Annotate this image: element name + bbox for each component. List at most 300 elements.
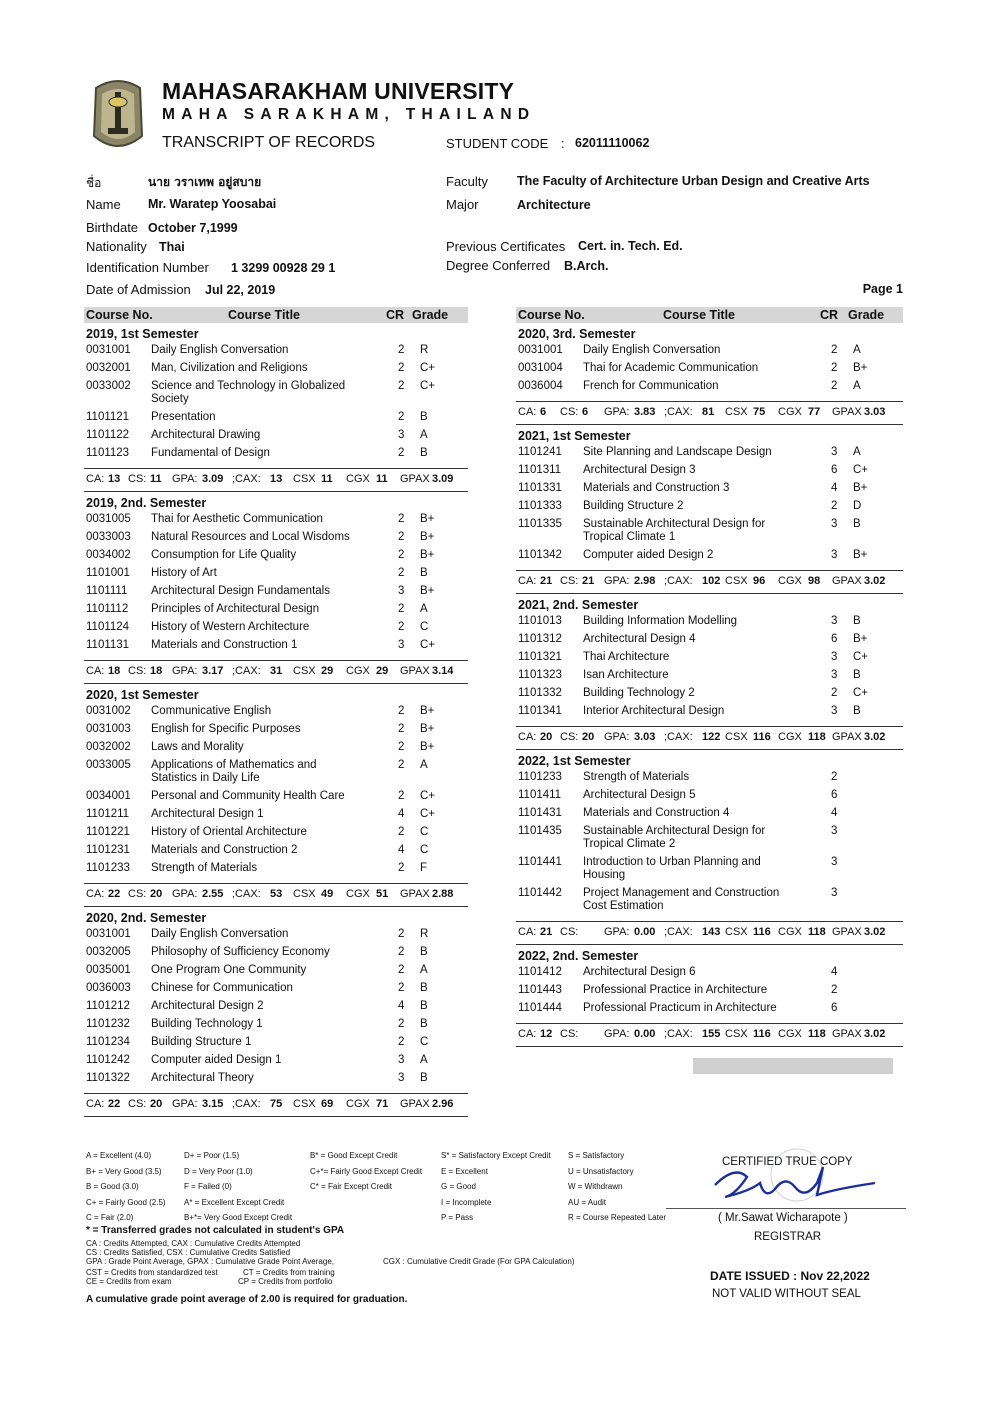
summary-value: 22 — [108, 1098, 121, 1110]
summary-label: GPAX — [400, 1098, 430, 1110]
course-grade: C+ — [420, 380, 436, 392]
summary-label: CGX — [778, 406, 802, 418]
summary-value: 3.83 — [634, 406, 656, 418]
certified-true-copy: CERTIFIED TRUE COPY — [722, 1156, 853, 1168]
course-title: Daily English Conversation — [151, 928, 289, 940]
course-credit: 2 — [398, 790, 405, 802]
legend-entry: G = Good — [441, 1182, 476, 1191]
course-grade: A — [420, 429, 428, 441]
legend-entry: B+*= Very Good Except Credit — [184, 1213, 293, 1222]
course-title: Professional Practice in Architecture — [583, 984, 768, 996]
course-row — [516, 887, 903, 918]
semester-heading: 2020, 1st Semester — [86, 688, 199, 702]
course-row — [516, 825, 903, 856]
course-code: 0032002 — [86, 741, 131, 753]
summary-value: 13 — [270, 473, 283, 485]
header-cr: CR — [386, 308, 405, 322]
birthdate-label: Birthdate — [86, 220, 139, 235]
course-title: Architectural Design 6 — [583, 966, 696, 978]
abbr-cst: CST = Credits from standardized test — [86, 1268, 218, 1277]
course-title: Man, Civilization and Religions — [151, 362, 308, 374]
summary-value: 81 — [702, 406, 715, 418]
course-title: Architectural Design 1 — [151, 808, 264, 820]
summary-value: 3.09 — [432, 473, 454, 485]
course-row — [84, 513, 468, 531]
course-grade: A — [420, 1054, 428, 1066]
course-grade: F — [420, 862, 428, 874]
prev-cert-label: Previous Certificates — [446, 239, 566, 254]
course-title: Architectural Design 3 — [583, 464, 696, 476]
nationality: Thai — [159, 240, 185, 254]
summary-label: CGX — [778, 575, 802, 587]
course-code: 1101441 — [518, 856, 562, 868]
course-title: Thai for Academic Communication — [583, 362, 759, 374]
course-grade: B — [420, 982, 428, 994]
course-credit: 6 — [831, 633, 838, 645]
course-grade: A — [853, 446, 861, 458]
course-row — [516, 615, 903, 633]
course-code: 0035001 — [86, 964, 131, 976]
admission-date: Jul 22, 2019 — [205, 283, 276, 297]
course-title: Applications of Mathematics and Statistics in Daily Life — [151, 759, 317, 784]
course-credit: 3 — [831, 856, 838, 868]
course-row — [84, 344, 468, 362]
summary-label: CA: — [86, 888, 105, 900]
course-row — [516, 482, 903, 500]
summary-value: 96 — [753, 575, 766, 587]
registrar-title: REGISTRAR — [754, 1231, 822, 1243]
legend-entry: E = Excellent — [441, 1166, 488, 1176]
summary-label: CA: — [518, 926, 537, 938]
legend-entry: C* = Fair Except Credit — [310, 1182, 393, 1191]
summary-label: CA: — [86, 665, 105, 677]
legend-entry: C = Fair (2.0) — [86, 1213, 134, 1222]
course-credit: 2 — [831, 344, 838, 356]
course-title: History of Art — [151, 567, 217, 579]
course-credit: 2 — [398, 826, 405, 838]
course-grade: A — [420, 759, 428, 771]
major: Architecture — [517, 198, 591, 212]
course-code: 0036003 — [86, 982, 131, 994]
course-credit: 2 — [831, 984, 838, 996]
summary-value: 49 — [321, 888, 334, 900]
header-course-no: Course No. — [518, 308, 585, 322]
summary-value: 3.02 — [864, 731, 886, 743]
summary-value: 51 — [376, 888, 389, 900]
course-credit: 3 — [831, 518, 838, 530]
course-credit: 4 — [398, 844, 405, 856]
summary-value: 2.55 — [202, 888, 224, 900]
summary-value: 20 — [582, 731, 595, 743]
summary-value: 118 — [808, 731, 826, 743]
course-title: Sustainable Architectural Design for Tropical Climate 2 — [583, 825, 766, 850]
summary-value: 118 — [808, 926, 826, 938]
course-title: Site Planning and Landscape Design — [583, 446, 772, 458]
semester-summary — [516, 726, 903, 750]
semester-summary — [84, 660, 468, 684]
course-row — [516, 687, 903, 705]
course-code: 0034001 — [86, 790, 131, 802]
summary-label: CA: — [518, 406, 537, 418]
left-course-column — [84, 307, 468, 1117]
summary-label: CSX — [725, 731, 748, 743]
summary-value: 75 — [270, 1098, 283, 1110]
course-title: Sustainable Architectural Design for Tropical Climate 1 — [583, 518, 766, 543]
summary-value: 77 — [808, 406, 821, 418]
course-grade: B+ — [420, 531, 435, 543]
birthdate: October 7,1999 — [148, 221, 238, 235]
course-credit: 2 — [398, 411, 405, 423]
course-code: 1101332 — [518, 687, 562, 699]
course-credit: 3 — [398, 1072, 405, 1084]
course-title: Architectural Design Fundamentals — [151, 585, 330, 597]
course-row — [84, 982, 468, 1000]
summary-label: CGX — [778, 926, 802, 938]
course-code: 1101322 — [86, 1072, 130, 1084]
summary-label: GPAX — [832, 406, 862, 418]
abbr-cp: CP = Credits from portfolio — [238, 1277, 333, 1286]
summary-label: CS: — [560, 406, 579, 418]
summary-value: 31 — [270, 665, 283, 677]
course-grade: A — [853, 344, 861, 356]
course-title: English for Specific Purposes — [151, 723, 301, 735]
course-row — [516, 464, 903, 482]
course-credit: 2 — [398, 982, 405, 994]
header-grade: Grade — [412, 308, 449, 322]
course-grade: C — [420, 1036, 429, 1048]
course-row — [516, 856, 903, 887]
abbr-cs: CS : Credits Satisfied, CSX : Cumulative Credits Satisfied — [86, 1248, 291, 1257]
summary-label: CGX — [778, 731, 802, 743]
semester-summary — [516, 921, 903, 945]
course-code: 0031001 — [86, 344, 131, 356]
summary-value: 116 — [753, 731, 771, 743]
course-grade: R — [420, 928, 429, 940]
summary-label: GPAX — [832, 731, 862, 743]
course-code: 0031002 — [86, 705, 131, 717]
course-code: 1101123 — [86, 447, 130, 459]
legend-entry: AU = Audit — [568, 1197, 607, 1207]
course-credit: 2 — [831, 380, 838, 392]
course-code: 1101221 — [86, 826, 130, 838]
summary-value: 2.98 — [634, 575, 656, 587]
course-credit: 4 — [398, 1000, 405, 1012]
summary-label: CGX — [346, 665, 370, 677]
course-row — [84, 411, 468, 429]
course-row — [516, 633, 903, 651]
semester-summary — [84, 883, 468, 907]
course-code: 0031005 — [86, 513, 131, 525]
course-credit: 2 — [831, 362, 838, 374]
course-grade: B — [420, 411, 428, 423]
summary-value: 3.03 — [864, 406, 886, 418]
document-title: TRANSCRIPT OF RECORDS — [162, 134, 376, 151]
course-title: History of Oriental Architecture — [151, 826, 307, 838]
course-code: 1101233 — [86, 862, 130, 874]
course-credit: 3 — [398, 639, 405, 651]
degree: B.Arch. — [564, 259, 609, 273]
summary-value: 20 — [150, 888, 163, 900]
course-title: Architectural Design 2 — [151, 1000, 264, 1012]
semester-heading: 2019, 1st Semester — [86, 327, 199, 341]
summary-value: 21 — [540, 926, 553, 938]
course-credit: 2 — [398, 1036, 405, 1048]
course-credit: 4 — [831, 807, 838, 819]
semester-heading: 2022, 2nd. Semester — [518, 949, 639, 963]
course-row — [516, 669, 903, 687]
course-row — [516, 549, 903, 567]
course-grade: B+ — [420, 723, 435, 735]
university-seal-logo — [86, 78, 150, 158]
summary-label: CSX — [725, 1028, 748, 1040]
course-code: 0033005 — [86, 759, 131, 771]
course-grade: A — [420, 964, 428, 976]
course-grade: B — [420, 946, 428, 958]
legend-entry: D = Very Poor (1.0) — [184, 1166, 253, 1176]
summary-value: 3.03 — [634, 731, 656, 743]
course-grade: C+ — [420, 808, 436, 820]
course-code: 0032005 — [86, 946, 131, 958]
course-grade: B+ — [420, 705, 435, 717]
course-credit: 6 — [831, 464, 838, 476]
summary-label: CA: — [518, 575, 537, 587]
course-title: One Program One Community — [151, 964, 307, 976]
student-name: Mr. Waratep Yoosabai — [148, 197, 277, 211]
summary-value: 69 — [321, 1098, 334, 1110]
course-code: 0036004 — [518, 380, 563, 392]
summary-label: ;CAX: — [664, 406, 693, 418]
semester-summary — [516, 1023, 903, 1047]
summary-value: 2.96 — [432, 1098, 454, 1110]
course-credit: 3 — [831, 825, 838, 837]
summary-value: 18 — [108, 665, 121, 677]
course-code: 1101431 — [518, 807, 562, 819]
summary-label: ;CAX: — [664, 1028, 693, 1040]
course-grade: A — [420, 603, 428, 615]
course-credit: 2 — [831, 687, 838, 699]
course-title: Materials and Construction 2 — [151, 844, 298, 856]
course-grade: C+ — [853, 687, 869, 699]
course-credit: 3 — [398, 429, 405, 441]
thai-name: นาย วราเทพ อยู่สบาย — [148, 175, 262, 189]
summary-label: GPA: — [604, 1028, 630, 1040]
summary-value: 21 — [582, 575, 595, 587]
summary-value: 12 — [540, 1028, 553, 1040]
summary-label: GPA: — [604, 731, 630, 743]
course-title: Consumption for Life Quality — [151, 549, 297, 561]
course-grade: A — [853, 380, 861, 392]
thai-name-label: ชื่อ — [86, 176, 102, 190]
course-credit: 2 — [398, 621, 405, 633]
legend-entry: U = Unsatisfactory — [568, 1166, 634, 1176]
summary-label: ;CAX: — [664, 731, 693, 743]
course-credit: 2 — [398, 362, 405, 374]
course-row — [84, 1054, 468, 1072]
legend-entry: S* = Satisfactory Except Credit — [441, 1151, 551, 1160]
course-credit: 2 — [398, 549, 405, 561]
summary-label: CS: — [560, 731, 579, 743]
course-row — [84, 531, 468, 549]
semester-heading: 2021, 1st Semester — [518, 429, 631, 443]
course-grade: B+ — [853, 633, 868, 645]
course-credit: 2 — [398, 964, 405, 976]
course-credit: 2 — [398, 741, 405, 753]
legend-entry: D+ = Poor (1.5) — [184, 1151, 240, 1160]
course-credit: 2 — [398, 928, 405, 940]
course-title: Principles of Architectural Design — [151, 603, 320, 615]
summary-value: 71 — [376, 1098, 389, 1110]
course-code: 1101435 — [518, 825, 562, 837]
course-row — [84, 567, 468, 585]
course-code: 1101335 — [518, 518, 562, 530]
summary-label: CSX — [725, 926, 748, 938]
course-title: Project Management and Construction Cost Estimation — [583, 887, 780, 912]
course-row — [516, 966, 903, 984]
legend-entry: I = Incomplete — [441, 1197, 492, 1207]
course-grade: B — [853, 518, 861, 530]
course-grade: B — [853, 615, 861, 627]
course-grade: C+ — [420, 639, 436, 651]
course-title: History of Western Architecture — [151, 621, 310, 633]
summary-value: 0.00 — [634, 1028, 656, 1040]
course-row — [84, 621, 468, 639]
course-row — [84, 380, 468, 411]
course-credit: 2 — [398, 946, 405, 958]
course-credit: 2 — [398, 603, 405, 615]
course-credit: 3 — [831, 615, 838, 627]
course-code: 1101234 — [86, 1036, 130, 1048]
faculty: The Faculty of Architecture Urban Design and Creative Arts — [517, 174, 870, 188]
course-credit: 2 — [398, 723, 405, 735]
course-code: 1101411 — [518, 789, 562, 801]
course-code: 1101442 — [518, 887, 562, 899]
course-row — [84, 1018, 468, 1036]
summary-value: 3.02 — [864, 926, 886, 938]
course-code: 1101321 — [518, 651, 562, 663]
course-row — [84, 705, 468, 723]
legend-entry: A = Excellent (4.0) — [86, 1151, 152, 1160]
abbr-gpa: GPA : Grade Point Average, GPAX : Cumulative Grade Point Average, — [86, 1257, 334, 1266]
summary-label: CSX — [725, 406, 748, 418]
summary-value: 13 — [108, 473, 121, 485]
date-issued: DATE ISSUED : Nov 22,2022 — [710, 1269, 870, 1283]
course-title: Laws and Morality — [151, 741, 244, 753]
summary-label: GPAX — [400, 888, 430, 900]
semester-heading: 2019, 2nd. Semester — [86, 496, 207, 510]
summary-label: GPAX — [400, 665, 430, 677]
course-title: Building Structure 2 — [583, 500, 684, 512]
course-title: Strength of Materials — [151, 862, 258, 874]
course-title: Professional Practicum in Architecture — [583, 1002, 777, 1014]
course-grade: B+ — [420, 549, 435, 561]
summary-label: CS: — [128, 473, 147, 485]
university-location: MAHA SARAKHAM, THAILAND — [162, 106, 536, 123]
course-code: 1101331 — [518, 482, 562, 494]
course-credit: 2 — [398, 513, 405, 525]
course-title: Computer aided Design 1 — [151, 1054, 282, 1066]
course-title: French for Communication — [583, 380, 719, 392]
course-title: Introduction to Urban Planning and Housing — [583, 856, 761, 881]
course-code: 1101323 — [518, 669, 562, 681]
course-code: 0031001 — [518, 344, 563, 356]
course-row — [516, 789, 903, 807]
course-row — [84, 1036, 468, 1054]
summary-label: ;CAX: — [664, 575, 693, 587]
course-grade: D — [853, 500, 862, 512]
page-number: Page 1 — [862, 282, 903, 296]
course-code: 1101122 — [86, 429, 130, 441]
course-grade: B — [420, 1072, 428, 1084]
legend-entry: P = Pass — [441, 1213, 474, 1222]
course-row — [516, 518, 903, 549]
course-grade: B+ — [853, 362, 868, 374]
course-credit: 4 — [831, 482, 838, 494]
transferred-note: * = Transferred grades not calculated in student's GPA — [86, 1225, 345, 1236]
summary-value: 6 — [540, 406, 547, 418]
summary-label: GPA: — [604, 926, 630, 938]
course-code: 1101242 — [86, 1054, 130, 1066]
summary-value: 118 — [808, 1028, 826, 1040]
course-code: 1101232 — [86, 1018, 130, 1030]
course-code: 1101444 — [518, 1002, 562, 1014]
summary-value: 3.17 — [202, 665, 224, 677]
semester-heading: 2021, 2nd. Semester — [518, 598, 639, 612]
course-title: Communicative English — [151, 705, 272, 717]
course-row — [84, 723, 468, 741]
legend-entry: B+ = Very Good (3.5) — [86, 1166, 162, 1176]
semester-summary — [516, 401, 903, 425]
course-code: 1101341 — [518, 705, 562, 717]
abbr-ca: CA : Credits Attempted, CAX : Cumulative Credits Attempted — [86, 1239, 301, 1248]
summary-label: CGX — [346, 888, 370, 900]
major-label: Major — [446, 197, 479, 212]
course-code: 1101233 — [518, 771, 562, 783]
course-title: Daily English Conversation — [583, 344, 721, 356]
course-row — [84, 362, 468, 380]
summary-value: 6 — [582, 406, 589, 418]
summary-label: GPA: — [172, 1098, 198, 1110]
summary-label: ;CAX: — [232, 665, 261, 677]
summary-value: 20 — [540, 731, 553, 743]
id-number: 1 3299 00928 29 1 — [231, 261, 336, 275]
degree-label: Degree Conferred — [446, 258, 551, 273]
course-code: 0034002 — [86, 549, 131, 561]
course-row — [84, 603, 468, 621]
summary-label: ;CAX: — [232, 473, 261, 485]
summary-value: 29 — [376, 665, 389, 677]
course-credit: 2 — [398, 862, 405, 874]
course-title: Isan Architecture — [583, 669, 669, 681]
course-row — [516, 446, 903, 464]
legend-entry: C+*= Fairly Good Except Credit — [310, 1166, 423, 1176]
student-code: 62011110062 — [575, 136, 650, 150]
course-credit: 2 — [398, 380, 405, 392]
course-row — [516, 771, 903, 789]
summary-label: CS: — [128, 888, 147, 900]
header-course-no: Course No. — [86, 308, 153, 322]
semester-heading: 2020, 2nd. Semester — [86, 911, 207, 925]
semester-summary — [516, 570, 903, 594]
summary-label: GPAX — [832, 1028, 862, 1040]
course-grade: C — [420, 621, 429, 633]
university-name: MAHASARAKHAM UNIVERSITY — [162, 78, 515, 104]
summary-label: CSX — [293, 473, 316, 485]
course-credit: 2 — [398, 567, 405, 579]
course-grade: B+ — [420, 741, 435, 753]
id-label: Identification Number — [86, 260, 209, 275]
summary-label: CSX — [293, 888, 316, 900]
table-header — [84, 307, 468, 323]
